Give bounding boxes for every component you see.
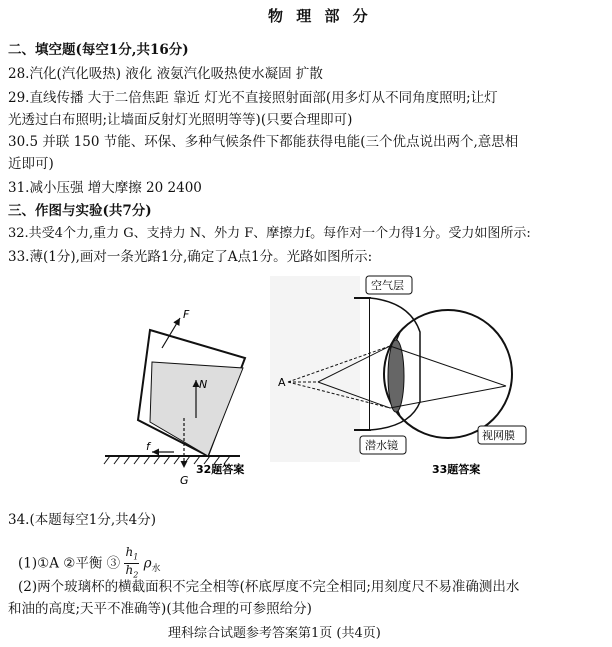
label-air-layer: 空气层 [371, 279, 404, 292]
label-retina: 视网膜 [482, 429, 515, 442]
answer-33: 33.薄(1分),画对一条光路1分,确定了A点1分。光路如图所示: [8, 249, 373, 265]
figure-32-caption: 32题答案 [196, 463, 245, 476]
page-footer: 理科综合试题参考答案第1页 (共4页) [168, 626, 381, 641]
answer-32: 32.共受4个力,重力 G、支持力 N、外力 F、摩擦力f。每作对一个力得1分。受力如图所示: [8, 226, 531, 241]
label-F: F [183, 308, 190, 321]
section-heading-fill-blank: 二、填空题(每空1分,共16分) [8, 42, 189, 58]
label-G: G [180, 474, 189, 487]
label-A: A [278, 376, 286, 389]
rho-subscript: 水 [151, 564, 161, 575]
force-F-arrow [162, 318, 180, 348]
figure-33-optical-diagram [270, 262, 532, 482]
eye-lens [388, 340, 404, 412]
answer-34-part1 [18, 546, 161, 582]
rho-symbol: ρ [143, 555, 152, 572]
answer-31: 31.减小压强 增大摩擦 20 2400 [8, 180, 202, 196]
figure-32-force-diagram [100, 300, 270, 490]
answer-28: 28.汽化(汽化吸热) 液化 液氨汽化吸热使水凝固 扩散 [8, 66, 323, 82]
label-f: f [146, 440, 150, 453]
fraction-h1-h2 [124, 546, 139, 582]
figure-33-caption: 33题答案 [432, 463, 481, 476]
answer-34-part2-line1: (2)两个玻璃杯的横截面积不完全相等(杯底厚度不完全相同;用刻度尺不易准确测出水 [18, 579, 520, 595]
answer-30-line1: 30.5 并联 150 节能、环保、多种气候条件下都能获得电能(三个优点说出两个,意思相 [8, 134, 519, 150]
fraction-denominator: $h_2$ [125, 563, 139, 580]
answer-34-part1-text: (1)①A ②平衡 ③ [18, 555, 121, 572]
answer-29-line1: 29.直线传播 大于二倍焦距 靠近 灯光不直接照射面部(用多灯从不同角度照明;让灯 [8, 90, 498, 106]
section-heading-drawing: 三、作图与实验(共7分) [8, 203, 152, 219]
fraction-numerator: $h_1$ [124, 546, 139, 564]
answer-34-part2-line2: 和油的高度;天平不准确等)(其他合理的可参照给分) [8, 601, 312, 617]
answer-34-heading: 34.(本题每空1分,共4分) [8, 512, 156, 528]
label-diving-mask: 潜水镜 [365, 439, 398, 452]
page-title: 物 理 部 分 [268, 7, 372, 25]
answer-30-line2: 近即可) [8, 156, 54, 172]
water-background [270, 276, 360, 462]
answer-29-line2: 光透过白布照明;让墙面反射灯光照明等等)(只要合理即可) [8, 112, 353, 128]
label-N: N [199, 378, 208, 391]
